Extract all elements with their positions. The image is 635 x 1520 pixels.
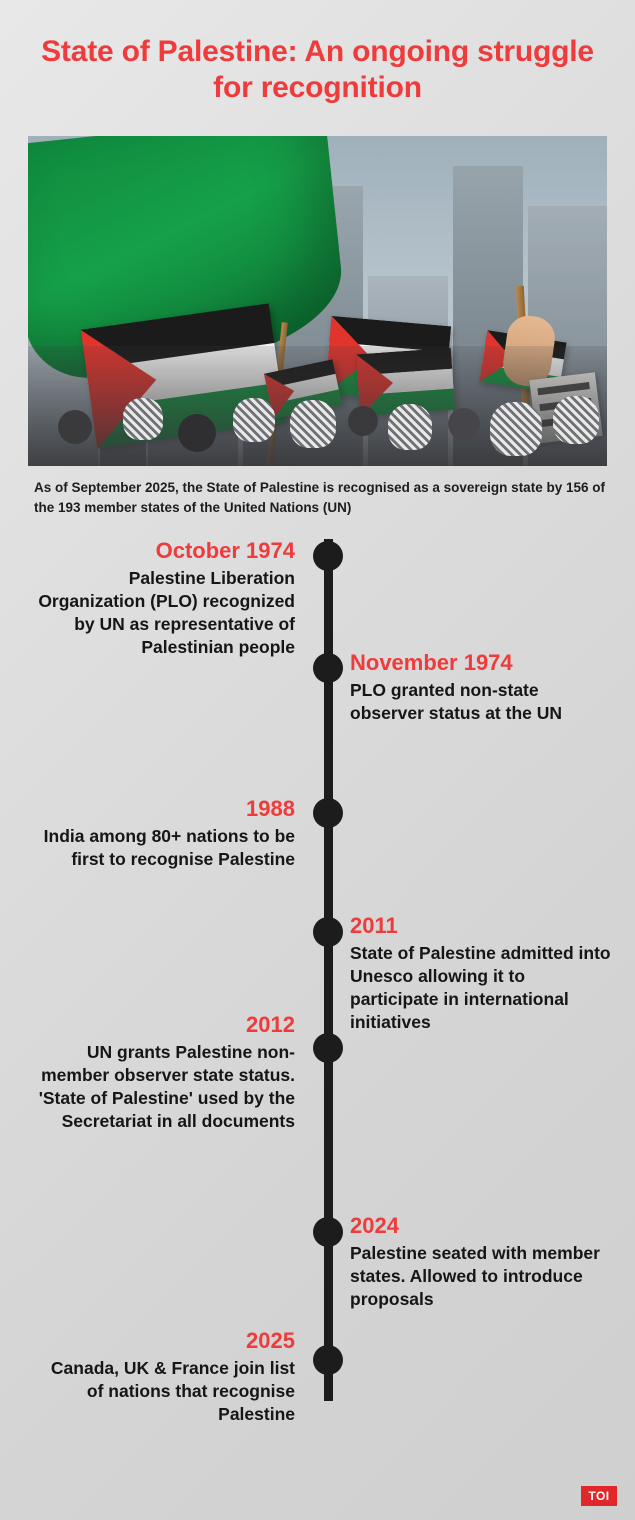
timeline-event-4 [350, 914, 615, 1034]
person-head [348, 406, 378, 436]
timeline-dot [313, 917, 343, 947]
timeline-event-1 [30, 539, 295, 659]
page-title: State of Palestine: An ongoing struggle for recognition [41, 35, 594, 105]
keffiyeh-head [290, 400, 336, 448]
timeline-event-5 [30, 1013, 295, 1133]
event-year: 2011 [350, 913, 398, 939]
event-description: UN grants Palestine non-member observer state status. 'State of Palestine' used by the Secretariat in all documents [38, 1041, 295, 1131]
keffiyeh-head [490, 402, 542, 456]
hero-image [28, 136, 607, 466]
event-year: October 1974 [155, 538, 295, 564]
timeline-event-2 [350, 651, 615, 724]
hero-caption: As of September 2025, the State of Palestine is recognised as a sovereign state by 156 of the 193 member states of the United Nations (UN) [34, 480, 605, 515]
event-description: State of Palestine admitted into Unesco allowing it to participate in international initiatives [350, 942, 611, 1032]
event-description: India among 80+ nations to be first to recognise Palestine [43, 825, 295, 869]
event-year: 1988 [246, 796, 295, 822]
person-head [448, 408, 480, 440]
keffiyeh-head [553, 396, 599, 444]
toi-logo: TOI [581, 1486, 617, 1506]
keffiyeh-head [233, 398, 275, 442]
timeline-event-3 [30, 797, 295, 870]
timeline-event-7 [30, 1329, 295, 1425]
event-year: 2012 [246, 1012, 295, 1038]
timeline-dot [313, 541, 343, 571]
timeline [0, 539, 635, 1439]
event-description: Canada, UK & France join list of nations that recognise Palestine [50, 1357, 295, 1424]
keffiyeh-head [123, 398, 163, 440]
timeline-event-6 [350, 1214, 615, 1310]
event-year: November 1974 [350, 650, 513, 676]
person-head [58, 410, 92, 444]
event-year: 2025 [246, 1328, 295, 1354]
event-description: Palestine seated with member states. Allowed to introduce proposals [350, 1242, 600, 1309]
event-description: Palestine Liberation Organization (PLO) recognized by UN as representative of Palestinian people [38, 567, 295, 657]
timeline-dot [313, 1033, 343, 1063]
timeline-dot [313, 798, 343, 828]
timeline-dot [313, 1345, 343, 1375]
event-description: PLO granted non-state observer status at the UN [350, 679, 563, 723]
event-year: 2024 [350, 1213, 399, 1239]
person-head [178, 414, 216, 452]
keffiyeh-head [388, 404, 432, 450]
timeline-dot [313, 1217, 343, 1247]
timeline-dot [313, 653, 343, 683]
